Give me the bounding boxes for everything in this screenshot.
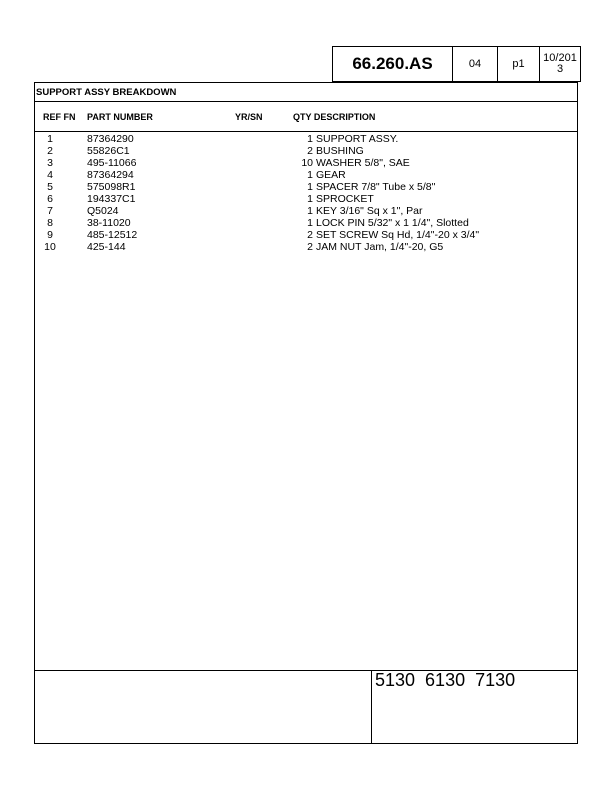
part-number-cell: 87364290 [87,133,134,145]
description-cell: GEAR [316,169,346,181]
table-row [35,193,577,205]
model-numbers: 5130 6130 7130 [375,670,516,690]
description-cell: JAM NUT Jam, 1/4"-20, G5 [316,241,444,253]
description-cell: SUPPORT ASSY. [316,133,399,145]
part-number-cell: 575098R1 [87,181,136,193]
date [539,46,581,82]
ref-cell: 1 [47,133,53,145]
ref-cell: 8 [47,217,53,229]
part-number-cell: 87364294 [87,169,134,181]
col-header-part-number: PART NUMBER [87,112,153,122]
header-boxes [332,46,581,82]
table-row [35,205,577,217]
part-number-cell: 425-144 [87,241,126,253]
description-cell: SET SCREW Sq Hd, 1/4"-20 x 3/4" [316,229,480,241]
models-box [371,670,578,744]
description-cell: BUSHING [316,145,364,157]
description-cell: WASHER 5/8", SAE [316,157,410,169]
qty-cell: 1 [307,217,313,229]
parts-list [35,133,577,253]
page-number: p1 [497,46,539,82]
qty-cell: 1 [307,193,313,205]
ref-cell: 9 [47,229,53,241]
part-number-cell: 495-11066 [87,157,137,169]
col-header-qty-description: QTY DESCRIPTION [293,112,376,122]
ref-cell: 4 [47,169,53,181]
divider [35,101,577,102]
part-number-cell: 194337C1 [87,193,136,205]
qty-cell: 1 [307,133,313,145]
parts-frame [34,82,578,744]
qty-cell: 1 [307,169,313,181]
table-row [35,217,577,229]
description-cell: SPACER 7/8" Tube x 5/8" [316,181,436,193]
date-line-1: 10/201 [543,52,577,64]
table-row [35,145,577,157]
qty-cell: 2 [307,145,313,157]
col-header-yr-sn: YR/SN [235,112,263,122]
part-number-cell: 55826C1 [87,145,130,157]
part-number-cell: Q5024 [87,205,119,217]
doc-number: 66.260.AS [332,46,452,82]
table-row [35,241,577,253]
ref-cell: 7 [47,205,53,217]
qty-cell: 1 [307,205,313,217]
table-row [35,133,577,145]
qty-cell: 2 [307,229,313,241]
description-cell: LOCK PIN 5/32" x 1 1/4", Slotted [316,217,469,229]
description-cell: KEY 3/16" Sq x 1", Par [316,205,423,217]
table-row [35,169,577,181]
revision: 04 [452,46,497,82]
table-row [35,181,577,193]
ref-cell: 5 [47,181,53,193]
date-line-2: 3 [556,63,564,75]
qty-cell: 10 [301,157,313,169]
qty-cell: 2 [307,241,313,253]
ref-cell: 6 [47,193,53,205]
ref-cell: 3 [47,157,53,169]
description-cell: SPROCKET [316,193,374,205]
qty-cell: 1 [307,181,313,193]
table-row [35,229,577,241]
ref-cell: 10 [44,241,56,253]
ref-cell: 2 [47,145,53,157]
section-title: SUPPORT ASSY BREAKDOWN [36,87,177,98]
divider [35,131,577,132]
table-row [35,157,577,169]
part-number-cell: 38-11020 [87,217,131,229]
part-number-cell: 485-12512 [87,229,138,241]
col-header-ref: REF FN [43,112,76,122]
